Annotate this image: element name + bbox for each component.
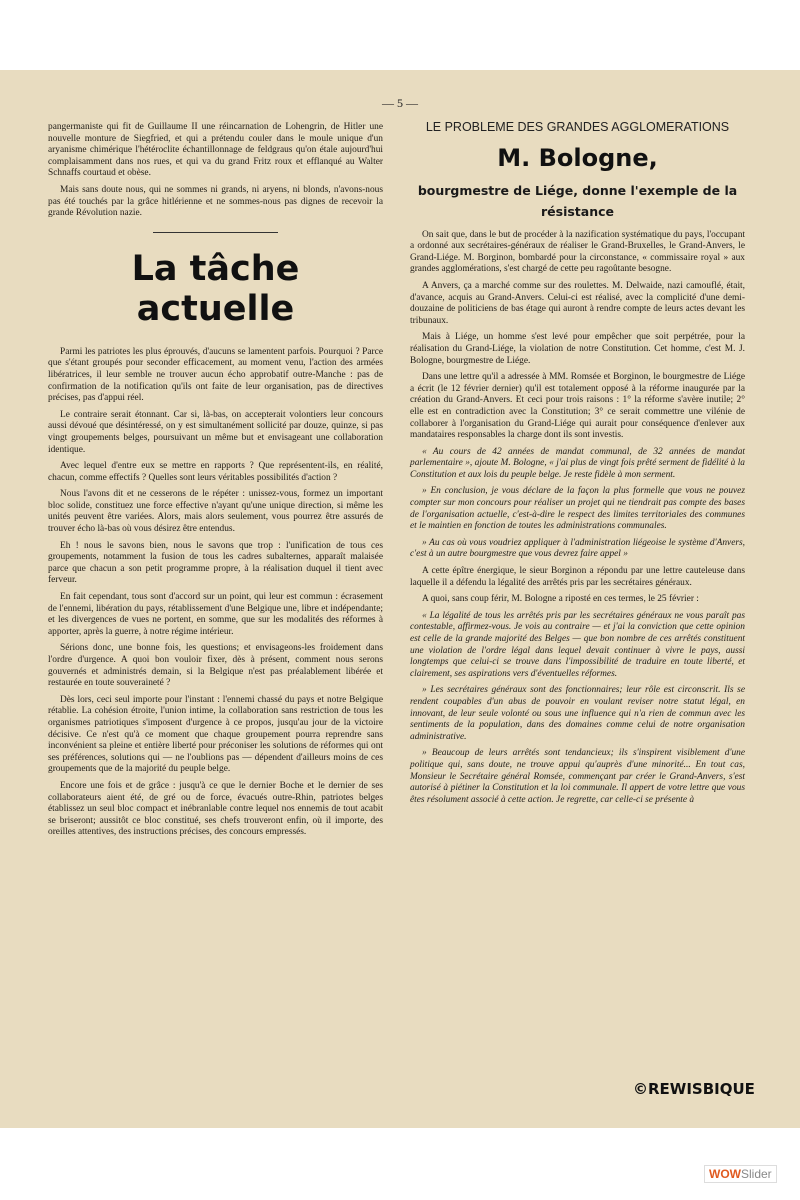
quote-paragraph: » Beaucoup de leurs arrêtés sont tendancieux; ils s'inspirent visiblement d'une politique qui, sans doute, ne trouve appui qu'auprès d'une minorité... En tout cas, Monsieur le Secrétaire général Romsée, commençant par créer le Grand-Anvers, s'est autorisé à piétiner la Constitution et la loi communale. Il appert de votre lettre que vous êtes résolument associé à cette action. Je regrette, car celle-ci se présente à bbox=[410, 748, 745, 805]
article-paragraph: Sérions donc, une bonne fois, les questions; et envisageons-les froidement dans l'ordre d'urgence. A quoi bon vouloir fixer, dès à présent, comment nous serons gouvernés et administrés demain, si la Belgique n'est pas préalablement libérée et restaurée en toute souveraineté ? bbox=[48, 643, 383, 689]
top-margin bbox=[0, 0, 800, 70]
article-paragraph: Eh ! nous le savons bien, nous le savons que trop : l'unification de tous ces groupements, notamment la fusion de tous les cadres subalternes, apparaît malaisée parce que chacun a son petit programme propre, à la réalisation duquel il tient avec ferveur. bbox=[48, 540, 383, 586]
newspaper-page bbox=[0, 70, 800, 1128]
slider-badge[interactable] bbox=[704, 1165, 777, 1183]
article-paragraph: Le contraire serait étonnant. Car si, là-bas, on accepterait volontiers leur concours aussi dévoué que désintéressé, on y est simultanément sollicité par douze, quinze, si pas vingt groupements belges, poursuivant un même but et envisageant une collaboration identique. bbox=[48, 409, 383, 455]
quote-paragraph: » Au cas où vous voudriez appliquer à l'administration liégeoise le système d'Anvers, c'est à un autre bourgmestre que vous devrez faire appel » bbox=[410, 537, 745, 560]
article-paragraph: On sait que, dans le but de procéder à la nazification systématique du pays, l'occupant a ordonné aux secrétaires-généraux de réaliser le Grand-Bruxelles, le Grand-Anvers, le Grand-Liége. M. Borginon, bombardé pour la circonstance, « commissaire royal » aux grandes agglomérations, s'est chargé de cette peu ragoûtante besogne. bbox=[410, 229, 745, 275]
section-kicker: LE PROBLEME DES GRANDES AGGLOMERATIONS bbox=[425, 120, 730, 134]
article-paragraph: A cette épître énergique, le sieur Borginon a répondu par une lettre cauteleuse dans laquelle il a défendu la légalité des arrêtés pris par les secrétaires généraux. bbox=[410, 566, 745, 588]
right-column bbox=[410, 122, 745, 811]
left-intro-paragraph: pangermaniste qui fit de Guillaume II une réincarnation de Lohengrin, de Hitler une nouvelle monture de Siegfried, et qui a prétendu couler dans le moule unique d'un aryanisme chimérique l'hétéroclite échantillonnage de feldgraus qu'on étale aujourd'hui complaisamment dans nos rues, et qui va du grand Fritz roux et efflanqué au Walter Schnaffs courtaud et obèse. bbox=[48, 122, 383, 179]
left-column bbox=[48, 122, 383, 844]
copyright-watermark: ©REWISBIQUE bbox=[633, 1080, 755, 1098]
article-headline: M. Bologne, bbox=[497, 143, 658, 172]
article-paragraph: Mais à Liége, un homme s'est levé pour empêcher que soit perpétrée, pour la réalisation du Grand-Liége, la violation de notre Constitution. Cet homme, c'est M. J. Bologne, bourgmestre de Liége. bbox=[410, 332, 745, 366]
slider-badge-accent: WOW bbox=[709, 1167, 741, 1181]
article-title: La tâche actuelle bbox=[131, 248, 300, 329]
article-paragraph: Encore une fois et de grâce : jusqu'à ce que le dernier Boche et le dernier de ses collaborateurs aient été, de gré ou de force, évacués outre-Rhin, patriotes belges établissez un seul bloc compact et inébranlable contre lequel nos ennemis de tout acabit se briseront; aussitôt ce bloc constitué, ses chefs trouveront enfin, où il importe, des oreilles attentives, des instructions précises, des concours empressés. bbox=[48, 780, 383, 838]
article-paragraph: Dans une lettre qu'il a adressée à MM. Romsée et Borginon, le bourgmestre de Liége a écrit (le 12 février dernier) qu'il est totalement opposé à la réforme inaugurée par la création du Grand-Anvers. Et ceci pour trois raisons : 1° la réforme s'avère inutile; 2° elle est en contradiction avec la Constitution; 3° ce serait commettre une vilénie de collaborer à l'organisation du Grand-Liége qui aurait pour conséquence d'enlever aux mandataires responsables la charge dont ils sont investis. bbox=[410, 372, 745, 441]
article-paragraph: Dès lors, ceci seul importe pour l'instant : l'ennemi chassé du pays et notre Belgique rétablie. La cohésion étroite, l'union intime, la collaboration sans restriction de tous les organismes patriotiques s'imposent d'urgence à ce propos, jusqu'au jour de la victoire décisive. Ce n'est qu'à ce moment que chaque groupement pourra reprendre sans inconvénient sa pleine et entière liberté pour préconiser les solutions de réformes qui ont ses préférences, solutions qui — ne l'oublions pas — dépendent d'ailleurs moins de ces groupements que de la majorité du peuple belge. bbox=[48, 694, 383, 775]
article-paragraph: Avec lequel d'entre eux se mettre en rapports ? Que représentent-ils, en réalité, chacun, comme effectifs ? Quelles sont leurs véritables possibilités d'action ? bbox=[48, 461, 383, 483]
slider-badge-text: Slider bbox=[741, 1167, 772, 1181]
quote-paragraph: » Les secrétaires généraux sont des fonctionnaires; leur rôle est circonscrit. Ils se rendent coupables d'un abus de pouvoir en voulant reviser notre statut légal, en innovant, de leur seule volonté ou sous une influence qui n'a rien de commun avec les sentiments de la population, dans des domaines comme celui de notre organisation administrative. bbox=[410, 685, 745, 742]
quote-paragraph: « La légalité de tous les arrêtés pris par les secrétaires généraux ne vous paraît pas contestable, affirmez-vous. Je vois au contraire — et j'ai la conviction que cette opinion est celle de la grande majorité des Belges — que bon nombre de ces arrêtés constituent une violation de l'ordre légal dans lequel devait continuer à vivre le pays, aussi longtemps que celui-ci se trouve dans l'impossibilité de traduire en toute liberté, et clairement, ses aspirations vers d'éventuelles réformes. bbox=[410, 610, 745, 679]
article-paragraph: Parmi les patriotes les plus éprouvés, d'aucuns se lamentent parfois. Pourquoi ? Parce que s'étant groupés pour seconder efficacement, au moment venu, l'action des armées libératrices, il leur semble ne trouver aucun écho approbatif outre-Manche : pas de confirmation de la notification qu'ils ont faite de leur organisation, pas de directives précises, pas d'appui réel. bbox=[48, 346, 383, 404]
article-subheadline: bourgmestre de Liége, donne l'exemple de la résistance bbox=[417, 182, 738, 219]
article-paragraph: En fait cependant, tous sont d'accord sur un point, qui leur est commun : écrasement de l'ennemi, libération du pays, rétablissement d'une Belgique une, libre et indépendante; et les divergences de vues ne portent, en somme, que sur les modalités des réformes à apporter, après la guerre, à notre régime intérieur. bbox=[48, 592, 383, 637]
article-paragraph: A quoi, sans coup férir, M. Bologne a riposté en ces termes, le 25 février : bbox=[422, 594, 699, 605]
article-paragraph: A Anvers, ça a marché comme sur des roulettes. M. Delwaide, nazi camouflé, était, d'avance, acquis au Grand-Anvers. Celui-ci est réalisé, avec la complicité d'une demi-douzaine de politiciens de bas étage qui auront à rendre compte de leurs actes devant les tribunaux. bbox=[410, 280, 745, 326]
page-number: — 5 — bbox=[382, 96, 418, 110]
section-divider bbox=[153, 232, 278, 233]
left-intro-paragraph: Mais sans doute nous, qui ne sommes ni grands, ni aryens, ni blonds, n'avons-nous pas été touchés par la grâce hitlérienne et ne sommes-nous pas dignes de recevoir la grande Révolution nazie. bbox=[48, 184, 383, 219]
quote-paragraph: « Au cours de 42 années de mandat communal, de 32 années de mandat parlementaire », ajoute M. Bologne, « j'ai plus de vingt fois prêté serment de fidélité à la Constitution et aux lois du peuple belge. Je reste fidèle à mon serment. bbox=[410, 446, 745, 480]
quote-paragraph: » En conclusion, je vous déclare de la façon la plus formelle que vous ne pouvez compter sur mon concours pour réaliser un projet qui ne tiendrait pas compte des bases de l'organisation actuelle, c'est-à-dire le respect des limites territoriales des communes et le maintien en fonction de toutes les administrations communales. bbox=[410, 486, 745, 532]
article-paragraph: Nous l'avons dit et ne cesserons de le répéter : unissez-vous, formez un important bloc solide, constituez une force effective n'ayant qu'une unique direction, si même les unités peuvent être variées. Alors, mais alors seulement, vous pourrez être assurés de trouver écho là-bas où vous désirez être entendus. bbox=[48, 489, 383, 535]
